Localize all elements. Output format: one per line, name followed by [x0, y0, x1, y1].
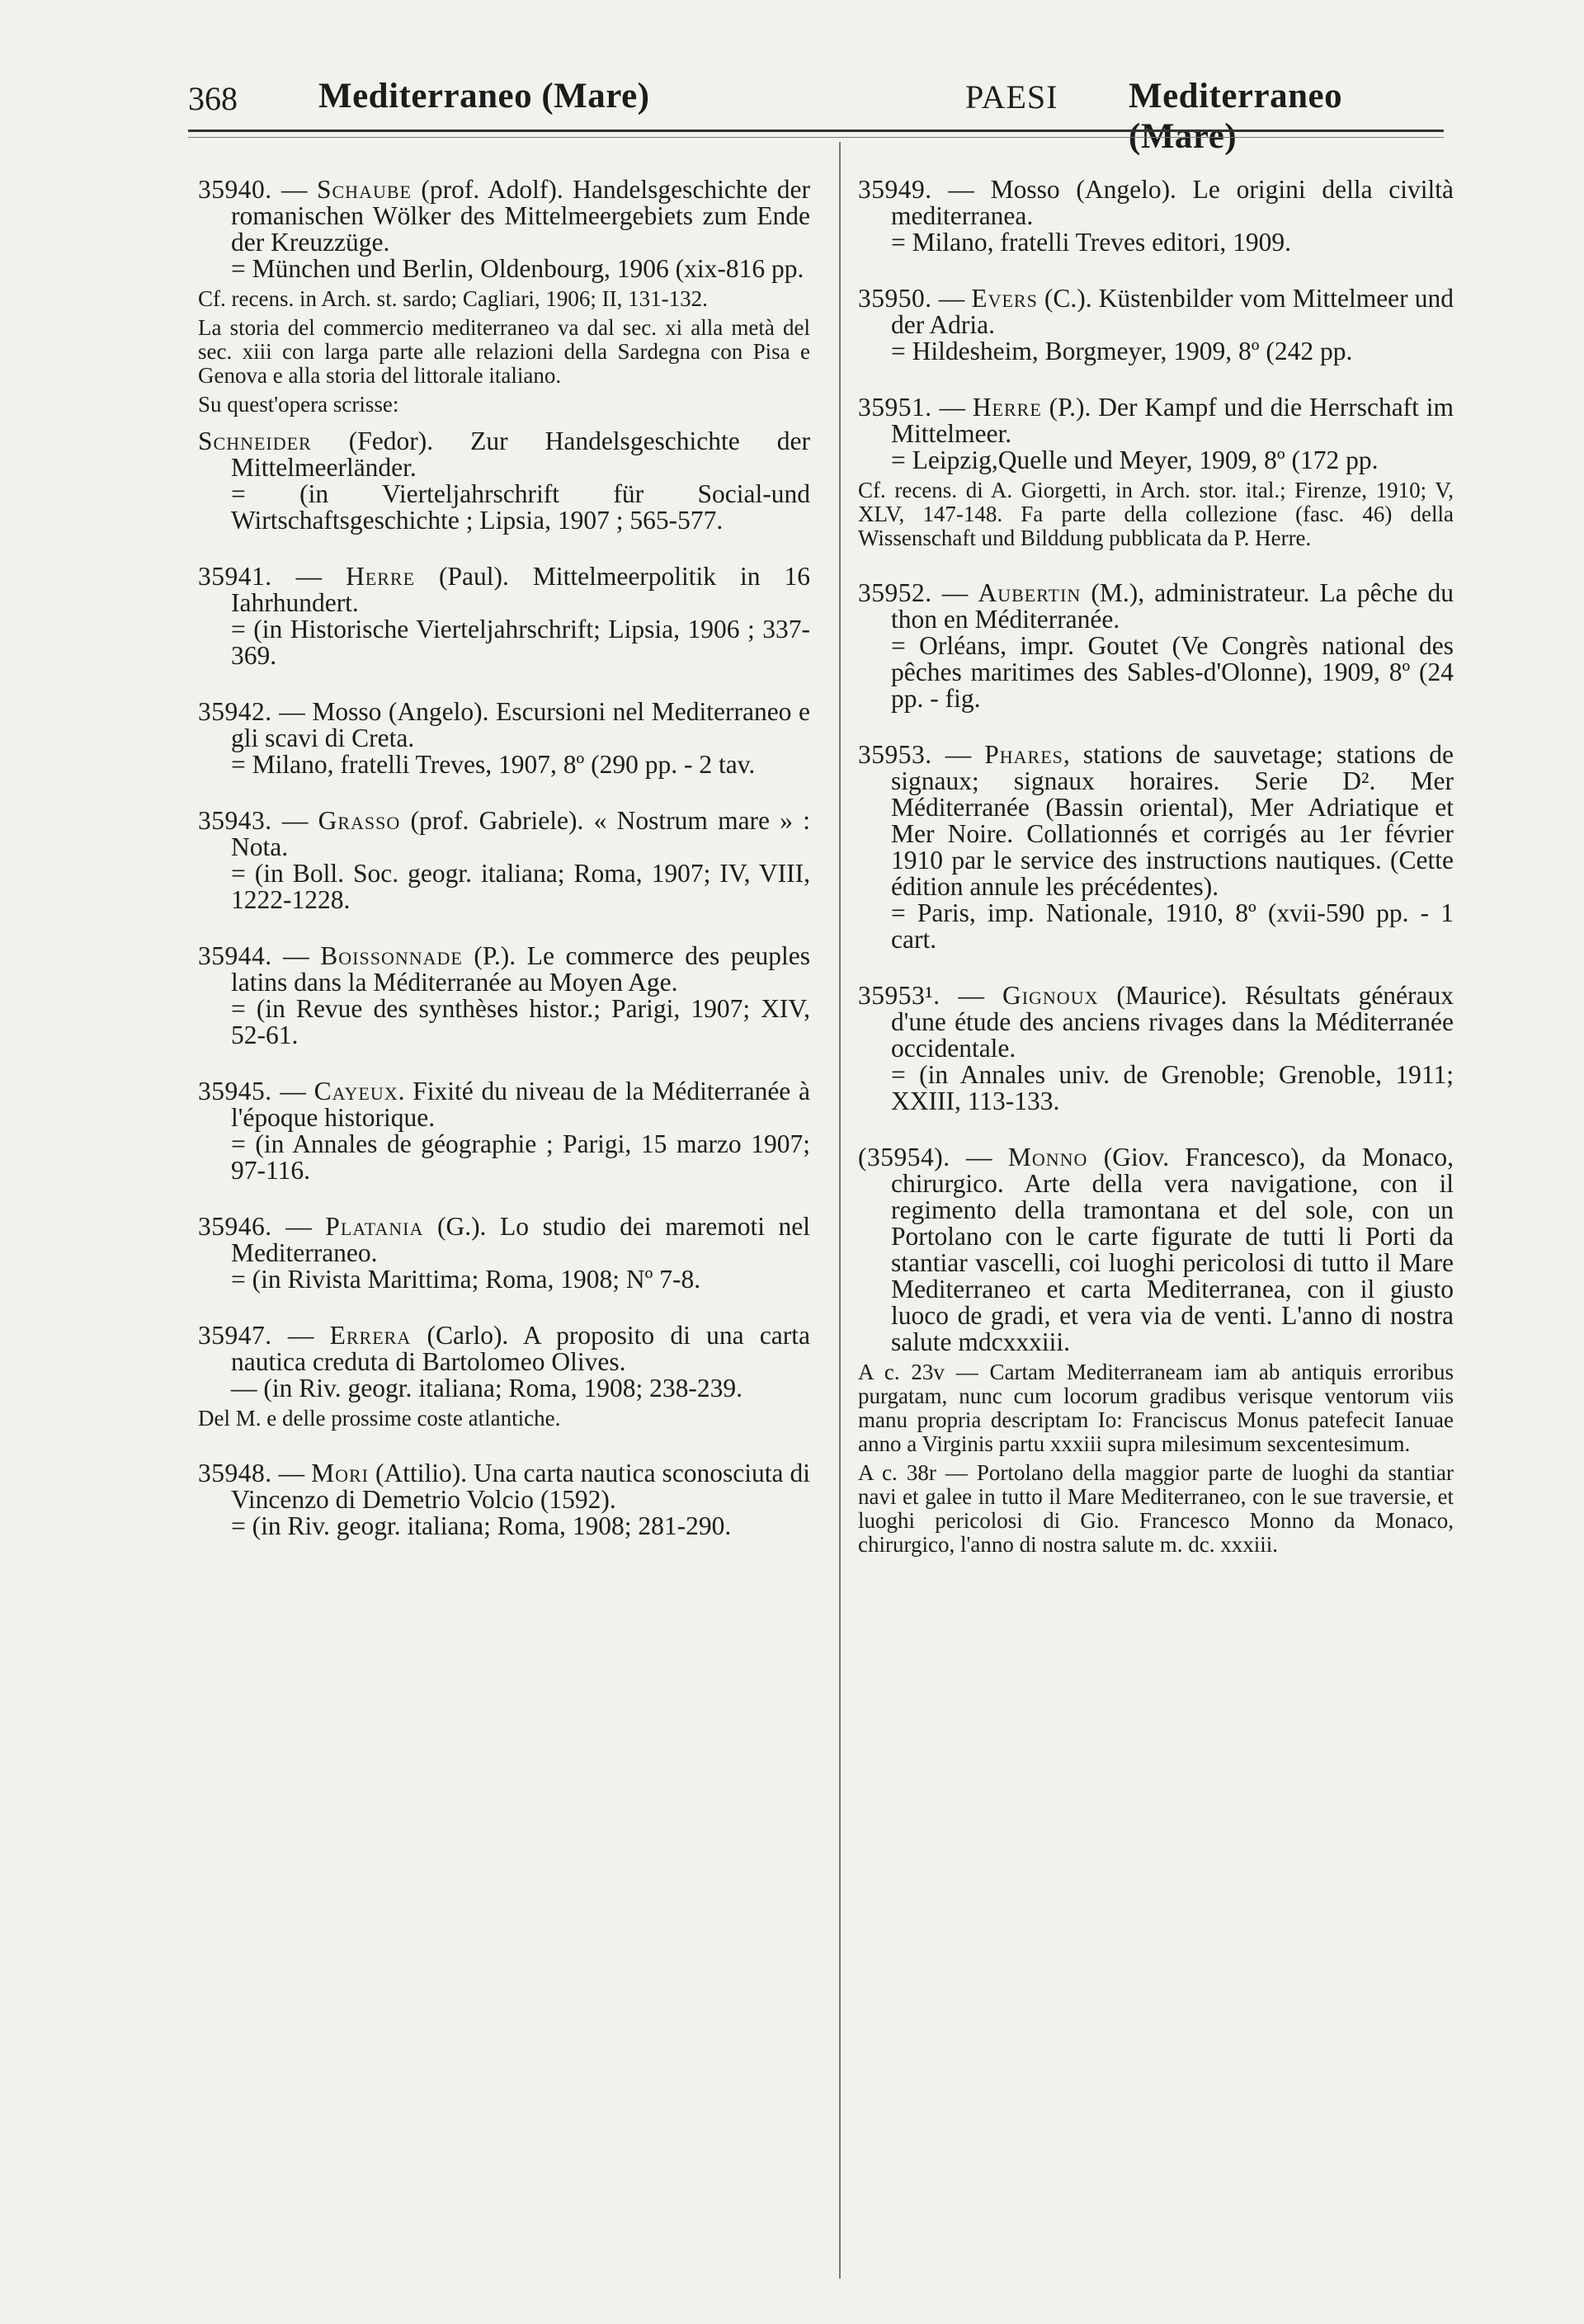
entry-35940 [198, 177, 810, 534]
entry-number: 35942. [198, 697, 272, 726]
entry-number: (35954). [858, 1143, 950, 1171]
entry-number: 35940. [198, 175, 272, 204]
entry-35951 [858, 394, 1454, 550]
entry-title: 35946. — Platania (G.). Lo studio dei maremoti nel Mediterraneo. [198, 1212, 811, 1267]
entry-title: 35947. — Errera (Carlo). A proposito di una carta nautica creduta di Bartolomeo Olives. [198, 1321, 810, 1376]
entry-publication: = (in Annales de géographie ; Parigi, 15 marzo 1907; 97-116. [231, 1129, 810, 1185]
entry-author: Schneider [198, 427, 312, 455]
entry-publication: — (in Riv. geogr. italiana; Roma, 1908; 238-239. [231, 1374, 743, 1402]
entry-publication: = (in Historische Vierteljahrschrift; Lipsia, 1906 ; 337-369. [231, 615, 810, 670]
entry-publication: = (in Vierteljahrschrift für Social-und Wirtschaftsgeschichte ; Lipsia, 1907 ; 565-577. [231, 479, 810, 535]
entry-title: 35949. — Mosso (Angelo). Le origini della civiltà mediterranea. [858, 175, 1454, 230]
entry-note: A c. 23v — Cartam Mediterraneam iam ab antiquis erroribus purgatam, nunc cum locorum gradibus verisque ventorum viis manu propria descriptam Io: Franciscus Monus patefecit Ianuae anno a Virginis partu xxxiii supra milesimum sexcentesimum. [858, 1360, 1454, 1456]
entry-35947 [198, 1322, 810, 1431]
entry-subwork [198, 428, 810, 481]
entry-title: 35952. — Aubertin (M.), administrateur. La pêche du thon en Méditerranée. [858, 578, 1454, 634]
entry-author: Boissonnade [320, 941, 463, 970]
entry-title: 35950. — Evers (C.). Küstenbilder vom Mittelmeer und der Adria. [858, 284, 1454, 339]
entry-number: 35944. [198, 941, 272, 970]
entry-35953-1 [858, 983, 1454, 1115]
entry-number: 35952. [858, 578, 932, 607]
entry-publication: = (in Annales univ. de Grenoble; Grenoble, 1911; XXIII, 113-133. [891, 1060, 1454, 1115]
entry-author: Cayeux [314, 1077, 398, 1105]
entry-35950 [858, 285, 1454, 365]
entry-text: (prof. Adolf). Handelsgeschichte der romanischen Wölker des Mittelmeergebiets zum Ende der Kreuzzüge. [231, 175, 811, 257]
entry-author: Evers [971, 284, 1038, 313]
entry-publication: = Orléans, impr. Goutet (Ve Congrès national des pêches maritimes des Sables-d'Olonne), 1909, 8º (24 pp. - fig. [891, 631, 1454, 713]
entry-35948 [198, 1460, 810, 1539]
entry-author: Phares [984, 740, 1063, 769]
entry-number: 35945. [198, 1077, 272, 1105]
entry-text: Mosso (Angelo). Escursioni nel Mediterraneo e gli scavi di Creta. [231, 697, 810, 752]
entry-publication: = Leipzig,Quelle und Meyer, 1909, 8º (172 pp. [891, 445, 1379, 474]
header-left-title: Mediterraneo (Mare) [318, 77, 650, 115]
entry-text: (P.). Der Kampf und die Herrschaft im Mittelmeer. [891, 393, 1454, 448]
entry-number: 35953. [858, 740, 932, 769]
entry-text: (Paul). Mittelmeerpolitik in 16 Iahrhundert. [231, 562, 810, 617]
entry-title: 35942. — Mosso (Angelo). Escursioni nel Mediterraneo e gli scavi di Creta. [198, 697, 810, 752]
entry-text: (prof. Gabriele). « Nostrum mare » : Nota. [231, 806, 810, 861]
entry-35942 [198, 699, 810, 778]
running-header [188, 76, 1444, 156]
entry-number: 35950. [858, 284, 932, 313]
entry-35941 [198, 563, 810, 669]
entry-author: Platania [325, 1212, 424, 1241]
entry-number: 35951. [858, 393, 932, 422]
entry-35946 [198, 1214, 810, 1293]
entry-title: 35945. — Cayeux. Fixité du niveau de la Méditerranée à l'époque historique. [198, 1077, 811, 1132]
entry-note: Cf. recens. di A. Giorgetti, in Arch. stor. ital.; Firenze, 1910; V, XLV, 147-148. Fa parte della collezione (fasc. 46) della Wissenschaft und Bilddung pubblicata da P. Herre. [858, 478, 1454, 550]
entry-publication: = (in Boll. Soc. geogr. italiana; Roma, 1907; IV, VIII, 1222-1228. [231, 859, 810, 914]
header-rule [188, 130, 1444, 132]
entry-text: (Attilio). Una carta nautica sconosciuta di Vincenzo di Demetrio Volcio (1592). [231, 1459, 810, 1514]
left-column [198, 177, 810, 1569]
entry-number: 35943. [198, 806, 272, 835]
entry-text: (Fedor). Zur Handelsgeschichte der Mittelmeerländer. [231, 427, 810, 482]
entry-author: Mori [311, 1459, 369, 1487]
entry-note: Su quest'opera scrisse: [198, 392, 399, 417]
entry-35945 [198, 1078, 810, 1184]
entry-publication: = (in Riv. geogr. italiana; Roma, 1908; 281-290. [231, 1511, 732, 1540]
entry-publication: = (in Revue des synthèses histor.; Parigi, 1907; XIV, 52-61. [231, 994, 810, 1049]
entry-text: . Fixité du niveau de la Méditerranée à l'époque historique. [231, 1077, 811, 1132]
entry-number: 35947. [198, 1321, 272, 1350]
entry-35954 [858, 1144, 1454, 1557]
entry-text: (P.). Le commerce des peuples latins dans la Méditerranée au Moyen Age. [231, 941, 810, 997]
page-number: 368 [188, 80, 238, 117]
entry-author: Gignoux [1002, 981, 1099, 1010]
entry-publication: = Hildesheim, Borgmeyer, 1909, 8º (242 pp. [891, 337, 1353, 365]
entry-author: Monno [1007, 1143, 1088, 1171]
entry-text: (C.). Küstenbilder vom Mittelmeer und der Adria. [891, 284, 1454, 339]
entry-title: 35953. — Phares, stations de sauvetage; stations de signaux; signaux horaires. Serie D². Mer Méditerranée (Bassin oriental), Mer Adriatique et Mer Noire. Collationnés et corrigés au 1er février 1910 par le service des instructions nautiques. (Cette édition annule les précédentes). [858, 740, 1454, 901]
entry-title: 35953¹. — Gignoux (Maurice). Résultats généraux d'une étude des anciens rivages dans la Méditerranée occidentale. [858, 981, 1454, 1063]
entry-number: 35948. [198, 1459, 272, 1487]
entry-publication: = Milano, fratelli Treves, 1907, 8º (290 pp. - 2 tav. [231, 750, 756, 779]
entry-text: , stations de sauvetage; stations de signaux; signaux horaires. Serie D². Mer Méditerranée (Bassin oriental), Mer Adriatique et Mer Noire. Collationnés et corrigés au 1er février 1910 par le service des instructions nautiques. (Cette édition annule les précédentes). [891, 740, 1454, 901]
entry-title: 35940. — Schaube (prof. Adolf). Handelsgeschichte der romanischen Wölker des Mittelmeergebiets zum Ende der Kreuzzüge. [198, 175, 811, 257]
entry-publication: = (in Rivista Marittima; Roma, 1908; Nº 7-8. [231, 1265, 701, 1294]
entry-author: Herre [346, 562, 416, 591]
entry-author: Errera [329, 1321, 412, 1350]
entry-text: (Carlo). A proposito di una carta nautica creduta di Bartolomeo Olives. [231, 1321, 810, 1376]
entry-author: Herre [972, 393, 1042, 422]
entry-author: Schaube [316, 175, 412, 204]
header-rule-thin [188, 137, 1444, 138]
entry-text: Mosso (Angelo). Le origini della civiltà mediterranea. [891, 175, 1454, 230]
entry-title: 35944. — Boissonnade (P.). Le commerce des peuples latins dans la Méditerranée au Moyen Age. [198, 941, 810, 997]
entry-text: (G.). Lo studio dei maremoti nel Mediterraneo. [231, 1212, 811, 1267]
entry-number: 35946. [198, 1212, 272, 1241]
entry-note: Cf. recens. in Arch. st. sardo; Cagliari, 1906; II, 131-132. [198, 286, 708, 311]
entry-35943 [198, 808, 810, 913]
entry-number: 35941. [198, 562, 272, 591]
entry-publication: = Milano, fratelli Treves editori, 1909. [891, 228, 1291, 257]
entry-35944 [198, 943, 810, 1049]
entry-title: 35943. — Grasso (prof. Gabriele). « Nostrum mare » : Nota. [198, 806, 810, 861]
entry-number: 35949. [858, 175, 932, 204]
entry-publication: = München und Berlin, Oldenbourg, 1906 (xix-816 pp. [231, 254, 804, 283]
entry-text: (Giov. Francesco), da Monaco, chirurgico. Arte della vera navigatione, con il regimento della tramontana et del sole, con un Portolano con le carte figurate de tutti li Porti da stantiar vascelli, coi luoghi pericolosi di tutto il Mare Mediterraneo et carta Mediterranea, con il giusto luoco de gradi, et vera via de venti. L'anno di nostra salute mdcxxxiii. [891, 1143, 1454, 1356]
entry-publication: = Paris, imp. Nationale, 1910, 8º (xvii-590 pp. - 1 cart. [891, 898, 1454, 954]
column-divider [839, 142, 841, 2279]
entry-text: (Maurice). Résultats généraux d'une étude des anciens rivages dans la Méditerranée occidentale. [891, 981, 1454, 1063]
entry-title: (35954). — Monno (Giov. Francesco), da Monaco, chirurgico. Arte della vera navigatione, con il regimento della tramontana et del sole, con un Portolano con le carte figurate de tutti li Porti da stantiar vascelli, coi luoghi pericolosi di tutto il Mare Mediterraneo et carta Mediterranea, con il giusto luoco de gradi, et vera via de venti. L'anno di nostra salute mdcxxxiii. [858, 1143, 1454, 1356]
entry-35952 [858, 580, 1454, 712]
right-column [858, 177, 1454, 1586]
entry-number: 35953¹. [858, 981, 940, 1010]
entry-title: 35941. — Herre (Paul). Mittelmeerpolitik in 16 Iahrhundert. [198, 562, 810, 617]
header-right-title: Mediterraneo (Mare) [1129, 77, 1343, 156]
entry-35949 [858, 177, 1454, 256]
header-center: PAESI [965, 78, 1058, 115]
entry-title: 35948. — Mori (Attilio). Una carta nautica sconosciuta di Vincenzo di Demetrio Volcio (1592). [198, 1459, 810, 1514]
entry-note: A c. 38r — Portolano della maggior parte de luoghi da stantiar navi et galee in tutto il Mare Mediterraneo, con le sue traversie, et luoghi pericolosi di Gio. Francesco Monno da Monaco, chirurgico, l'anno di nostra salute m. dc. xxxiii. [858, 1460, 1454, 1557]
entry-title: 35951. — Herre (P.). Der Kampf und die Herrschaft im Mittelmeer. [858, 393, 1454, 448]
entry-note: Del M. e delle prossime coste atlantiche. [198, 1406, 561, 1431]
entry-text: (M.), administrateur. La pêche du thon en Méditerranée. [891, 578, 1454, 634]
entry-author: Aubertin [978, 578, 1082, 607]
entry-author: Grasso [318, 806, 401, 835]
entry-note: La storia del commercio mediterraneo va dal sec. xi alla metà del sec. xiii con larga parte alle relazioni della Sardegna con Pisa e Genova e alla storia del littorale italiano. [198, 315, 810, 388]
entry-35953 [858, 742, 1454, 953]
